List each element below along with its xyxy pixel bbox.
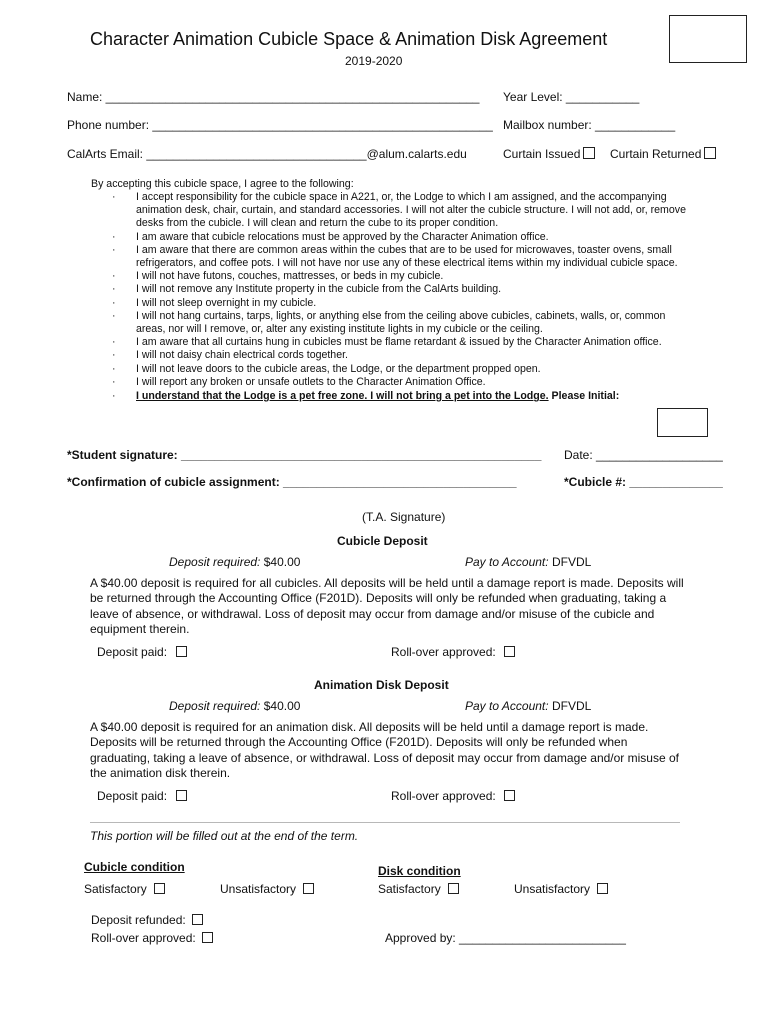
- bullet-icon: ·: [112, 349, 116, 362]
- disk-deposit-paid-checkbox[interactable]: [176, 790, 187, 801]
- bullet-icon: ·: [112, 283, 116, 296]
- list-item: · I will not leave doors to the cubicle areas, the Lodge, or the department propped open.: [112, 362, 541, 375]
- list-item: · I will not hang curtains, tarps, lights, or anything else from the ceiling above cubicles, cabinets, walls, or, common areas, nor will I remove, or, alter any existing institute lights in my cubicle or the ceiling.: [112, 309, 666, 336]
- cubicle-deposit-paid: Deposit paid:: [97, 645, 187, 659]
- curtain-returned-checkbox[interactable]: [704, 147, 716, 159]
- initial-label: Please Initial:: [551, 390, 620, 403]
- disk-unsatisfactory: Unsatisfactory: [514, 882, 608, 896]
- bullet-icon: ·: [112, 309, 116, 322]
- curtain-issued: [503, 147, 595, 161]
- email-field[interactable]: CalArts Email: _________________________________@alum.calarts.edu: [67, 147, 467, 161]
- cubicle-deposit-text: A $40.00 deposit is required for all cubicles. All deposits will be held until a damage report is made. Deposits will be returned through the Accounting Office (F201D). Deposits will only be refunded when graduating, taking a leave of absence, or withdrawal. Loss of deposit may occur from damage and/or misuse of the cubicle and equipment therein.: [90, 576, 684, 636]
- list-item: · I am aware that cubicle relocations must be approved by the Character Animation office.: [112, 230, 549, 243]
- bullet-icon: ·: [112, 270, 116, 283]
- document-title: Character Animation Cubicle Space & Animation Disk Agreement: [90, 29, 608, 49]
- cubicle-condition-heading: Cubicle condition: [84, 860, 185, 874]
- bullet-icon: ·: [112, 390, 116, 403]
- bullet-icon: ·: [112, 243, 116, 256]
- divider: [90, 822, 680, 823]
- disk-deposit-paid: Deposit paid:: [97, 789, 187, 803]
- initial-box[interactable]: [657, 408, 708, 437]
- cubicle-deposit-required: Deposit required: $40.00: [169, 555, 301, 569]
- cubicle-unsatisfactory: Unsatisfactory: [220, 882, 314, 896]
- mailbox-field[interactable]: Mailbox number: ____________: [503, 118, 676, 132]
- disk-satisfactory: Satisfactory: [378, 882, 459, 896]
- cubicle-deposit-heading: Cubicle Deposit: [337, 534, 428, 548]
- academic-year: 2019-2020: [345, 54, 403, 68]
- final-rollover-checkbox[interactable]: [202, 932, 213, 943]
- bullet-icon: ·: [112, 375, 116, 388]
- cubicle-satisfactory: Satisfactory: [84, 882, 165, 896]
- cubicle-pay-to-account: Pay to Account: DFVDL: [465, 555, 592, 569]
- year-level-field[interactable]: Year Level: ___________: [503, 90, 640, 104]
- curtain-issued-label: Curtain Issued: [503, 147, 581, 161]
- disk-unsatisfactory-checkbox[interactable]: [597, 883, 608, 894]
- date-field[interactable]: Date: ___________________: [564, 448, 723, 462]
- list-item: · I will report any broken or unsafe outlets to the Character Animation Office.: [112, 375, 486, 388]
- bullet-icon: ·: [112, 296, 116, 309]
- ta-signature-label: (T.A. Signature): [362, 510, 446, 524]
- disk-rollover: Roll-over approved:: [391, 789, 515, 803]
- disk-deposit-heading: Animation Disk Deposit: [314, 678, 449, 692]
- list-item: · I am aware that there are common areas within the cubes that are to be used for microwaves, toaster ovens, small refrigerators, and coffee pots. I will not have nor use any of these electrical items within my individual cubicle space.: [112, 243, 678, 270]
- list-item: · I will not remove any Institute property in the cubicle from the CalArts building.: [112, 283, 502, 296]
- cubicle-satisfactory-checkbox[interactable]: [154, 883, 165, 894]
- photo-box[interactable]: [669, 15, 747, 63]
- approved-by-field[interactable]: Approved by: _________________________: [385, 931, 626, 945]
- list-item: · I will not have futons, couches, mattresses, or beds in my cubicle.: [112, 270, 444, 283]
- deposit-refunded-checkbox[interactable]: [192, 914, 203, 925]
- list-item: · I will not daisy chain electrical cords together.: [112, 349, 348, 362]
- name-field[interactable]: Name: ________________________________________________________: [67, 90, 480, 104]
- pet-statement-item: [112, 390, 692, 403]
- cubicle-deposit-paid-checkbox[interactable]: [176, 646, 187, 657]
- curtain-issued-checkbox[interactable]: [583, 147, 595, 159]
- cubicle-unsatisfactory-checkbox[interactable]: [303, 883, 314, 894]
- end-of-term-note: This portion will be filled out at the end of the term.: [90, 829, 359, 843]
- bullet-icon: ·: [112, 191, 116, 203]
- disk-rollover-checkbox[interactable]: [504, 790, 515, 801]
- bullet-icon: ·: [112, 362, 116, 375]
- list-item: · I am aware that all curtains hung in cubicles must be flame retardant & issued by the Character Animation office.: [112, 336, 662, 349]
- bullet-icon: ·: [112, 230, 116, 243]
- agreement-list: [112, 191, 692, 403]
- curtain-returned-label: Curtain Returned: [610, 147, 702, 161]
- bullet-icon: ·: [112, 336, 116, 349]
- confirmation-field[interactable]: *Confirmation of cubicle assignment: ___________________________________: [67, 475, 517, 489]
- disk-deposit-required: Deposit required: $40.00: [169, 699, 301, 713]
- cubicle-rollover-checkbox[interactable]: [504, 646, 515, 657]
- pet-statement: I understand that the Lodge is a pet free zone. I will not bring a pet into the Lodge.: [136, 390, 549, 403]
- deposit-refunded: Deposit refunded:: [91, 913, 203, 927]
- cubicle-number-field[interactable]: *Cubicle #: ______________: [564, 475, 723, 489]
- agreement-intro: By accepting this cubicle space, I agree to the following:: [91, 178, 354, 190]
- curtain-returned: [610, 147, 716, 161]
- phone-field[interactable]: Phone number: ___________________________________________________: [67, 118, 493, 132]
- disk-satisfactory-checkbox[interactable]: [448, 883, 459, 894]
- disk-pay-to-account: Pay to Account: DFVDL: [465, 699, 592, 713]
- list-item: · I accept responsibility for the cubicle space in A221, or, the Lodge to which I am assigned, and the accompanying animation desk, chair, curtain, and standard accessories. I will not alter the cubicle structure. I will not add, or, remove desks from the cubicle. I will clean and return the cube to its proper condition.: [112, 191, 686, 230]
- final-rollover: Roll-over approved:: [91, 931, 213, 945]
- student-signature-field[interactable]: *Student signature: ______________________________________________________: [67, 448, 542, 462]
- disk-condition-heading: Disk condition: [378, 864, 461, 878]
- list-item: · I will not sleep overnight in my cubicle.: [112, 296, 317, 309]
- disk-deposit-text: A $40.00 deposit is required for an animation disk. All deposits will be held until a damage report is made. Deposits will be returned through the Accounting Office (F201D). Deposits will only be refunded when graduating, taking a leave of absence, or withdrawal. Loss of deposit may occur from damage and/or misuse of the animation disk therein.: [90, 720, 679, 780]
- cubicle-rollover: Roll-over approved:: [391, 645, 515, 659]
